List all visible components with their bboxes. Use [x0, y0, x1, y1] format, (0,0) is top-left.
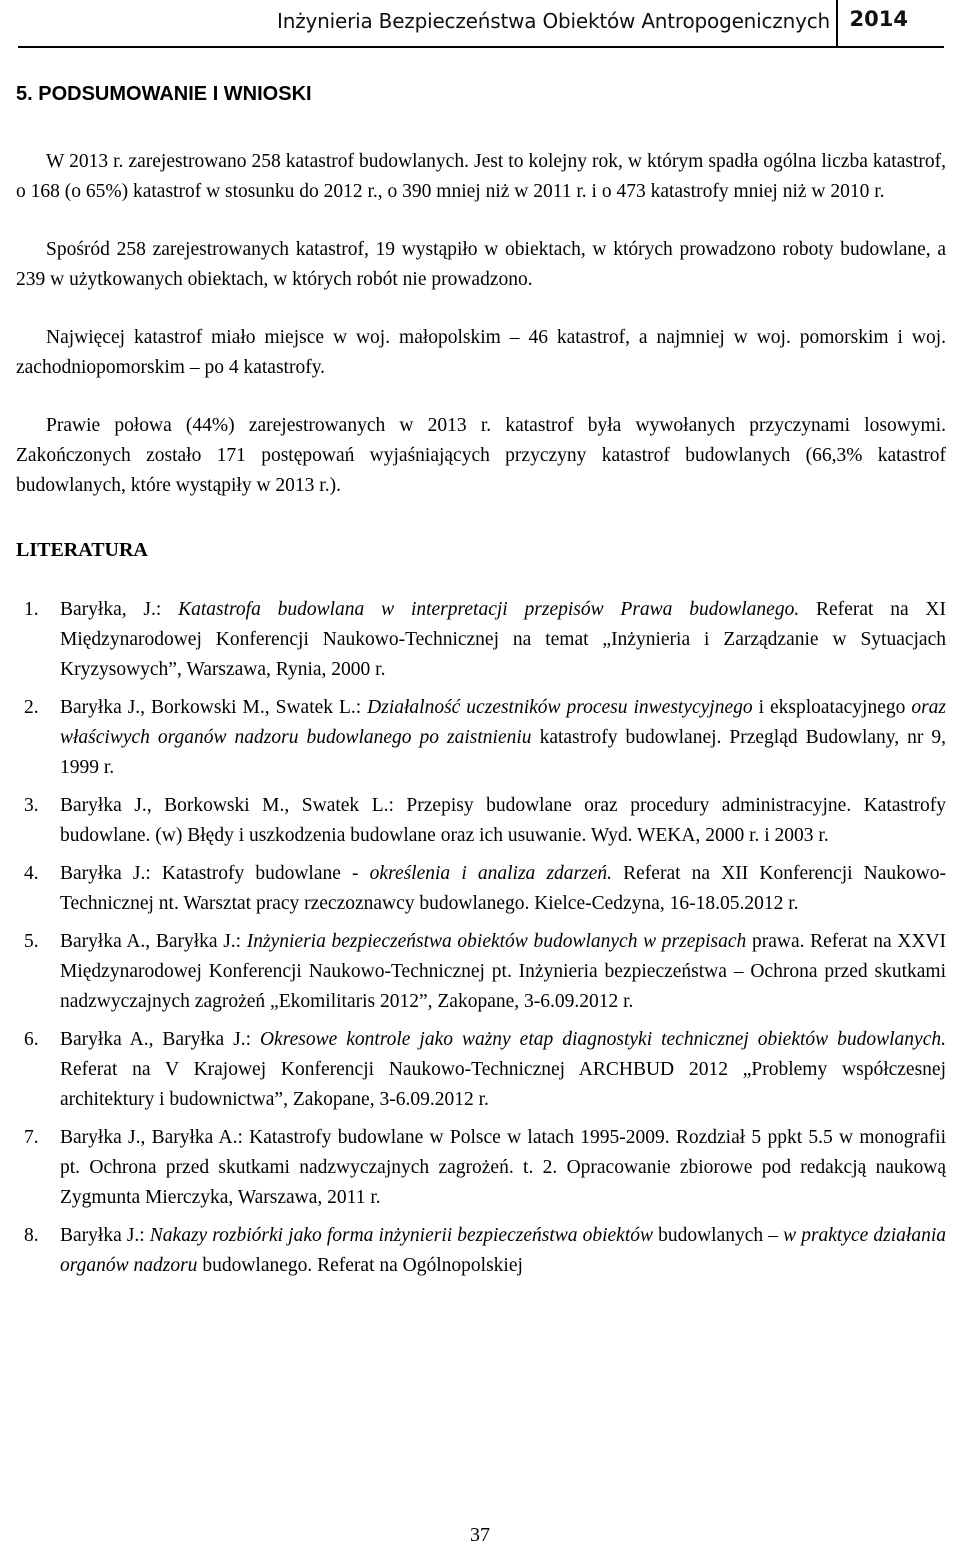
paragraph-1: W 2013 r. zarejestrowano 258 katastrof budowlanych. Jest to kolejny rok, w którym spadła ogólna liczba katastrof, o 168 (o 65%) katastrof w stosunku do 2012 r., o 390 mniej niż w 2011 r. i o 473 katastrofy mniej niż w 2010 r.	[16, 151, 946, 202]
reference-list	[16, 595, 946, 1281]
reference-item	[16, 791, 946, 851]
reference-details: Referat na XII Konferencji Naukowo-Technicznej nt. Warsztat pracy rzeczoznawcy budowlanego. Kielce-Cedzyna, 16-18.05.2012 r.	[60, 863, 946, 914]
reference-title: określenia i analiza zdarzeń.	[369, 863, 612, 884]
reference-item	[16, 1025, 946, 1115]
running-header	[0, 0, 960, 46]
reference-title: Katastrofa budowlana w interpretacji przepisów Prawa budowlanego.	[178, 599, 800, 620]
reference-number: 3.	[24, 795, 39, 816]
reference-title-cont: w praktyce działania organów nadzoru	[60, 1225, 947, 1276]
reference-item	[16, 927, 946, 1017]
reference-item	[16, 1221, 946, 1281]
reference-details: Referat na XI Międzynarodowej Konferencji Naukowo-Technicznej na temat „Inżynieria i Zarządzanie w Sytuacjach Kryzysowych”, Warszawa, Rynia, 2000 r.	[60, 599, 946, 680]
reference-title: Nakazy rozbiórki jako forma inżynierii bezpieczeństwa obiektów	[149, 1225, 653, 1246]
reference-item	[16, 595, 946, 685]
reference-authors: Baryłka J., Borkowski M., Swatek L.:	[60, 697, 362, 718]
reference-authors: Baryłka A., Baryłka J.:	[60, 1029, 251, 1050]
reference-authors: Baryłka J., Borkowski M., Swatek L.:	[60, 795, 394, 816]
reference-item	[16, 859, 946, 919]
reference-item	[16, 693, 946, 783]
reference-title: Działalność uczestników procesu inwestycyjnego	[367, 697, 753, 718]
reference-details: budowlanego. Referat na Ogólnopolskiej	[202, 1255, 523, 1276]
reference-authors: Baryłka J.:	[60, 1225, 145, 1246]
paragraph-3: Najwięcej katastrof miało miejsce w woj. małopolskim – 46 katastrof, a najmniej w woj. pomorskim i woj. zachodniopomorskim – po 4 katastrofy.	[16, 327, 946, 378]
reference-title: Okresowe kontrole jako ważny etap diagnostyki technicznej obiektów budowlanych.	[259, 1029, 946, 1050]
reference-number: 4.	[24, 863, 39, 884]
reference-title-cont: oraz właściwych organów nadzoru budowlanego po zaistnieniu	[60, 697, 947, 748]
reference-details: Katastrofy budowlane w Polsce w latach 1995-2009. Rozdział 5 ppkt 5.5 w monografii pt. Ochrona przed skutkami nadzwyczajnych zagrożeń. t. 2. Opracowanie zbiorowe pod redakcją naukową Zygmunta Mierczyka, Warszawa, 2011 r.	[60, 1127, 947, 1208]
page-number: 37	[470, 1524, 490, 1546]
header-rule	[18, 46, 944, 48]
reference-item	[16, 1123, 946, 1213]
page-content	[16, 79, 946, 1289]
reference-details: prawa. Referat na XXVI Międzynarodowej Konferencji Naukowo-Technicznej pt. Inżynieria bezpieczeństwa – Ochrona przed skutkami nadzwyczajnych zagrożeń „Ekomilitaris 2012”, Zakopane, 3-6.09.2012 r.	[60, 931, 947, 1012]
reference-number: 8.	[24, 1225, 39, 1246]
reference-number: 1.	[24, 599, 39, 620]
reference-authors: Baryłka, J.:	[60, 599, 162, 620]
reference-details: Referat na V Krajowej Konferencji Naukowo-Technicznej ARCHBUD 2012 „Problemy współczesnej architektury i budownictwa”, Zakopane, 3-6.09.2012 r.	[60, 1059, 946, 1110]
reference-number: 6.	[24, 1029, 39, 1050]
reference-number: 7.	[24, 1127, 39, 1148]
reference-title: Inżynieria bezpieczeństwa obiektów budowlanych w przepisach	[246, 931, 747, 952]
paragraph-2: Spośród 258 zarejestrowanych katastrof, 19 wystąpiło w obiektach, w których prowadzono roboty budowlane, a 239 w użytkowanych obiektach, w których robót nie prowadzono.	[16, 239, 946, 290]
journal-year: 2014	[849, 7, 908, 31]
journal-title: Inżynieria Bezpieczeństwa Obiektów Antropogenicznych	[277, 9, 830, 33]
reference-pre: Katastrofy budowlane -	[161, 863, 359, 884]
literature-heading: LITERATURA	[16, 539, 148, 561]
reference-number: 5.	[24, 931, 39, 952]
reference-mid: budowlanych –	[658, 1225, 778, 1246]
reference-number: 2.	[24, 697, 39, 718]
reference-mid: i eksploatacyjnego	[758, 697, 906, 718]
reference-details: Przepisy budowlane oraz procedury administracyjne. Katastrofy budowlane. (w) Błędy i uszkodzenia budowlane oraz ich usuwanie. Wyd. WEKA, 2000 r. i 2003 r.	[60, 795, 947, 846]
section-heading: 5. PODSUMOWANIE I WNIOSKI	[16, 83, 312, 105]
reference-authors: Baryłka A., Baryłka J.:	[60, 931, 242, 952]
reference-authors: Baryłka J.:	[60, 863, 151, 884]
reference-details: katastrofy budowlanej. Przegląd Budowlany, nr 9, 1999 r.	[60, 727, 947, 778]
reference-authors: Baryłka J., Baryłka A.:	[60, 1127, 243, 1148]
header-separator	[836, 0, 838, 47]
paragraph-4: Prawie połowa (44%) zarejestrowanych w 2013 r. katastrof była wywołanych przyczynami losowymi. Zakończonych zostało 171 postępowań wyjaśniających przyczyny katastrof budowlanych (66,3% katastrof budowlanych, które wystąpiły w 2013 r.).	[16, 415, 946, 496]
